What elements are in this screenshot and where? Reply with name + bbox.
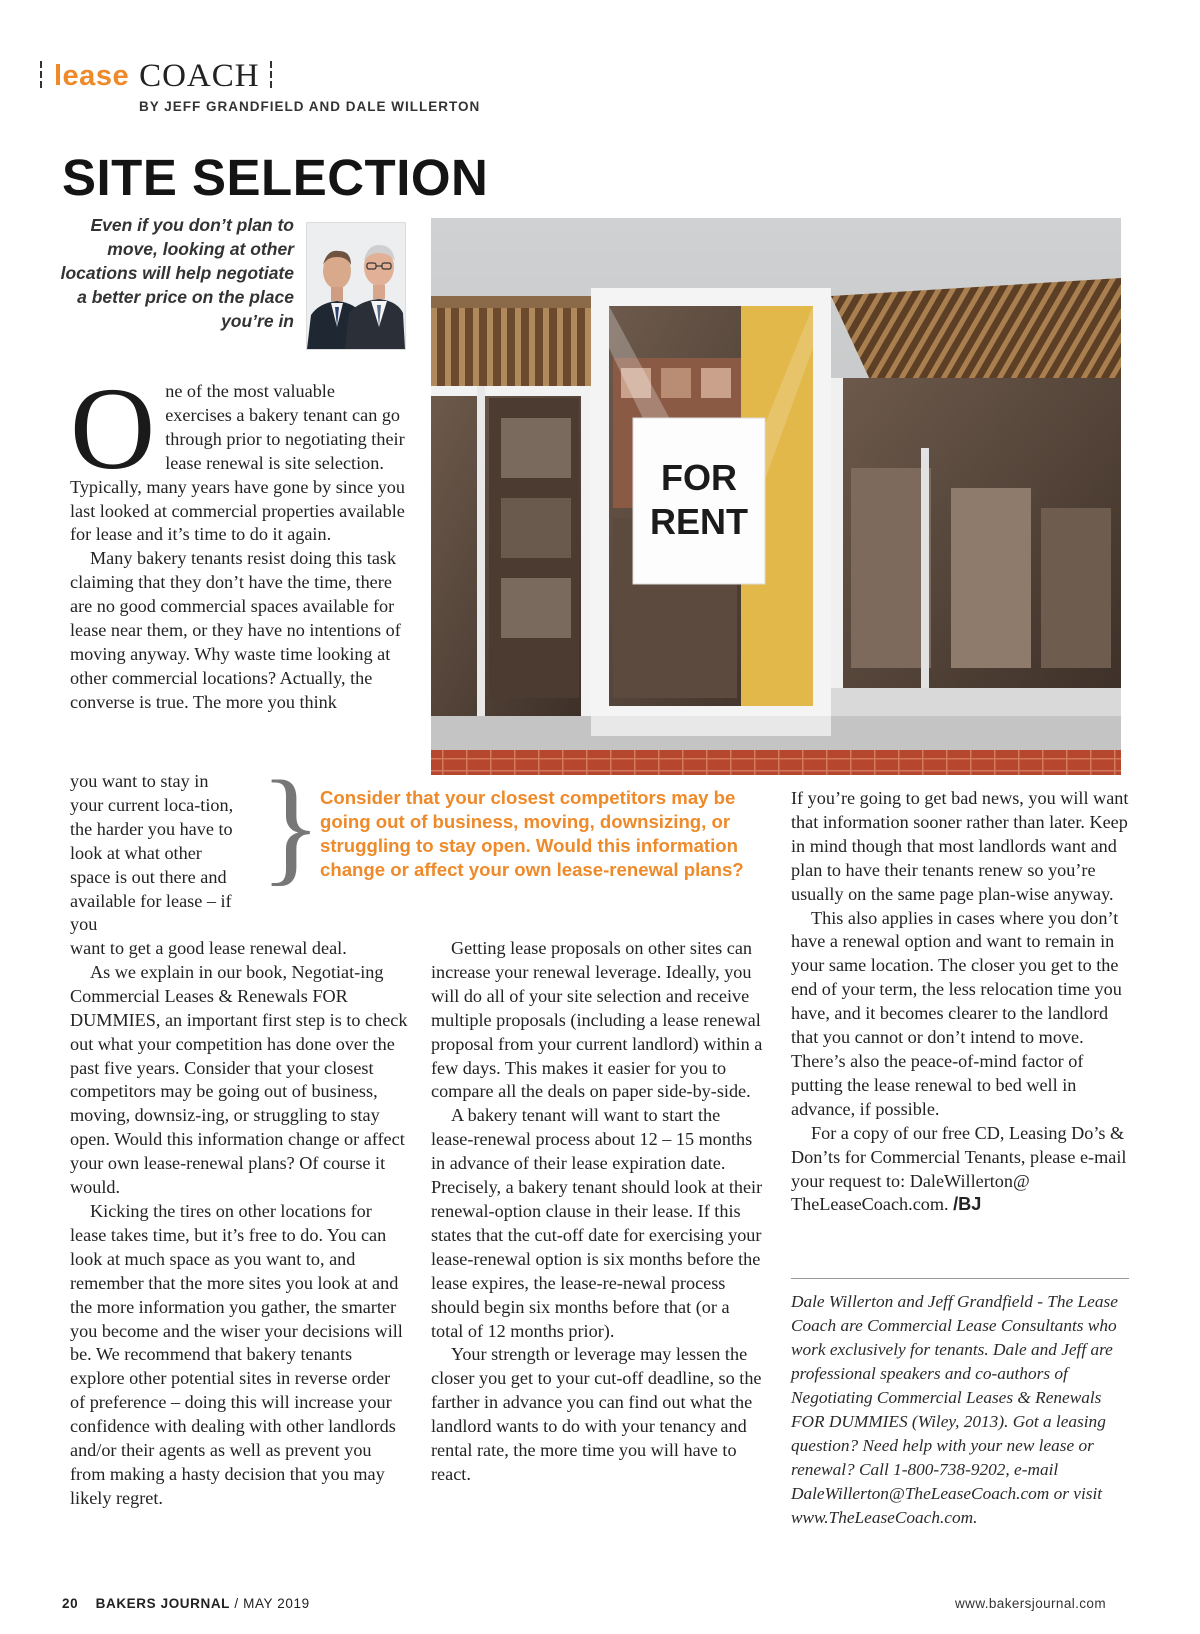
- article-column-2: [431, 937, 765, 1487]
- article-deck: Even if you don’t plan to move, looking at other locations will help negotiate a better price on the place you’re in: [60, 215, 294, 331]
- bio-divider: [791, 1278, 1129, 1279]
- footer-url: www.bakersjournal.com: [955, 1596, 1106, 1611]
- sign-line1: FOR: [661, 457, 737, 498]
- storefront-photo: [431, 218, 1121, 775]
- issue-date: / MAY 2019: [230, 1596, 310, 1611]
- publication-name: BAKERS JOURNAL: [95, 1596, 231, 1611]
- pull-quote-brace: }: [260, 755, 322, 897]
- author-bio: Dale Willerton and Jeff Grandfield - The Lease Coach are Commercial Lease Consultants who work exclusively for tenants. Dale and Jeff are professional speakers and co-authors of Negotiating Commercial Leases & Renewals FOR DUMMIES (Wiley, 2013). Got a leasing question? Need help with your new lease or renewal? Call 1-800-738-9202, e-mail DaleWillerton@TheLeaseCoach.com or visit www.TheLeaseCoach.com.: [791, 1292, 1118, 1527]
- byline: BY JEFF GRANDFIELD AND DALE WILLERTON: [139, 99, 481, 114]
- paragraph-2-start: Many bakery tenants resist doing this task claiming that they don’t have the time, there are no good commercial spaces available for lease near them, or they have no intentions of moving anyway. Why waste time looking at other commercial locations? Actually, the converse is true. The more you think: [70, 548, 401, 712]
- article-column-1-narrow: [70, 770, 240, 937]
- paragraph-3: As we explain in our book, Negotiat-ing Commercial Leases & Renewals FOR DUMMIES, an important first step is to check out what your competition has done over the past five years. Consider that your closest competitors may be going out of business, moving, downsiz-ing, or struggling to stay open. Would this information change or affect your own lease-renewal plans? Of course it would.: [70, 961, 408, 1198]
- kicker-divider-left: [40, 61, 42, 91]
- storefront-illustration: [431, 218, 1121, 775]
- sign-off: /BJ: [953, 1194, 982, 1215]
- paragraph-6: A bakery tenant will want to start the lease-renewal process about 12 – 15 months in advance of their lease expiration date. Precisely, a bakery tenant should look at their renewal-option clause in their lease. If this states that the cut-off date for exercising your lease-renewal option is six months before the lease expires, the lease-re-newal process should begin six months before that (or a total of 12 months prior).: [431, 1105, 763, 1341]
- paragraph-5: Getting lease proposals on other sites can increase your renewal leverage. Ideally, you will do all of your site selection and receive multiple proposals (including a lease renewal proposal from your current landlord) within a few days. This makes it easier for you to compare all the deals on paper side-by-side.: [431, 938, 763, 1102]
- paragraph-9: This also applies in cases where you don’t have a renewal option and want to remain in your same location. The closer you get to the end of your term, the less relocation time you have, and it becomes clearer to the landlord that you cannot or don’t intend to move. There’s also the peace-of-mind factor of putting the lease renewal to bed well in advance, if possible.: [791, 907, 1122, 1119]
- paragraph-10: [791, 1122, 1131, 1218]
- article-column-1-top: [70, 363, 406, 715]
- paragraph-7: Your strength or leverage may lessen the closer you get to your cut-off deadline, so the farther in advance you can find out what the landlord wants to do with your tenancy and rental rate, the more time you will have to react.: [431, 1344, 762, 1484]
- pull-quote: Consider that your closest competitors may be going out of business, moving, downsizing, or struggling to stay open. Would this information change or affect your own lease-renewal plans?: [320, 787, 744, 880]
- author-photo: [306, 222, 406, 350]
- paragraph-10-text: For a copy of our free CD, Leasing Do’s & Don’ts for Commercial Tenants, please e-mail your request to: DaleWillerton@ TheLeaseCoach.com.: [791, 1122, 1127, 1215]
- article-column-3: [791, 787, 1131, 1217]
- paragraph-4: Kicking the tires on other locations for lease takes time, but it’s free to do. You can look at much space as you want to, and remember that the more sites you look at and the more information you gather, the smarter you become and the wiser your decisions will be. We recommend that bakery tenants explore other potential sites in reverse order of preference – doing this will increase your confidence with dealing with other landlords and/or their agents as well as prevent you from making a hasty decision that you may likely regret.: [70, 1200, 403, 1508]
- section-word: lease: [54, 59, 130, 92]
- drop-cap: O: [70, 363, 156, 494]
- sign-line2: RENT: [650, 501, 748, 542]
- footer-folio: [62, 1596, 310, 1611]
- article-title: SITE SELECTION: [62, 149, 489, 206]
- paragraph-2-end: want to get a good lease renewal deal.: [70, 938, 347, 958]
- page-number: 20: [62, 1596, 79, 1611]
- kicker-divider-right: [270, 61, 272, 91]
- paragraph-1-text: ne of the most valuable exercises a bakery tenant can go through prior to negotiating their lease renewal is site selection. Typically, many years have gone by since you last looked at commercial properties available for lease and it’s time to do it again.: [70, 381, 405, 545]
- section-kicker: [40, 56, 272, 96]
- section-name: COACH: [139, 57, 260, 94]
- paragraph-8: If you’re going to get bad news, you will want that information sooner rather than later. Keep in mind though that most landlords want and plan to have their tenants renew so you’re usually on the same page plan-wise anyway.: [791, 788, 1129, 904]
- author-photo-illustration: [307, 223, 405, 349]
- article-column-1-bottom: [70, 937, 408, 1511]
- paragraph-2-middle: you want to stay in your current loca-tion, the harder you have to look at what other space is out there and available for lease – if you: [70, 771, 234, 935]
